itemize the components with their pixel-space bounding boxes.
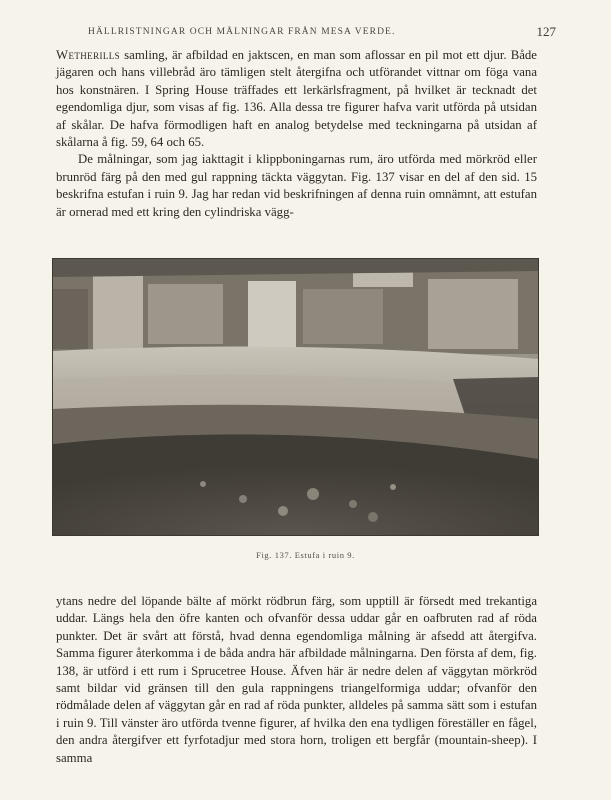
body-text-bottom xyxy=(56,593,537,767)
running-title: HÄLLRISTNINGAR OCH MÅLNINGAR FRÅN MESA VERDE. xyxy=(88,27,396,37)
running-header xyxy=(56,24,556,42)
paragraph: De målningar, som jag iakttagit i klippboningarnas rum, äro utförda med mörkröd eller brunröd färg på den med gul rappning täckta väggytan. Fig. 137 visar en del af den sid. 15 beskrifna estufan i ruin 9. Jag har redan vid beskrifningen af denna ruin omnämnt, att estufan är ornerad med ett kring den cylindriska vägg- xyxy=(56,152,537,219)
paragraph xyxy=(56,47,537,151)
figure-photograph xyxy=(52,258,539,536)
paragraph-text: samling, är afbildad en jaktscen, en man som aflossar en pil mot ett djur. Både jägaren och hans villebråd äro tämligen stelt återgifna och utförandet vittnar om föga vana hos konstnären. I Spring House träffades ett lerkärlsfragment, på hvilket är tecknadt det egendomliga djur, som visas af fig. 136. Alla dessa tre figurer hafva varit utförda på utsidan af skålar. De hafva förmodligen haft en analog betydelse med teckningarna på utsidan af skålarna å fig. 59, 64 och 65. xyxy=(56,48,537,150)
body-text-top xyxy=(56,47,537,221)
figure-caption: Fig. 137. Estufa i ruin 9. xyxy=(256,550,355,560)
page-number: 127 xyxy=(536,24,556,39)
author-name-smallcaps: Wetherills xyxy=(56,48,121,62)
paragraph: ytans nedre del löpande bälte af mörkt rödbrun färg, som upptill är försedt med trekantiga uddar. Längs hela den öfre kanten och ofvanför dessa uddar går en oafbruten rad af röda punkter. Det är svårt att förstå, hvad denna egendomliga målning är afsedd att återgifva. Samma figurer återkomma i de båda andra här afbildade målningarna. Den första af dem, fig. 138, är utförd i ett rum i Sprucetree House. Äfven här är nedre delen af väggytan mörkröd samt bildar vid gränsen till den gula rappningens triangelformiga uddar; ofvanför den rödmålade delen af väggytan går en rad af röda punkter, alldeles på samma sätt som i estufan i ruin 9. Till vänster äro utförda tvenne figurer, af hvilka den ena tydligen föreställer en fågel, den andra återgifver ett fyrfotadjur med stora horn, troligen ett bergfår (mountain-sheep). I samma xyxy=(56,594,537,765)
estufa-photo xyxy=(53,259,538,535)
